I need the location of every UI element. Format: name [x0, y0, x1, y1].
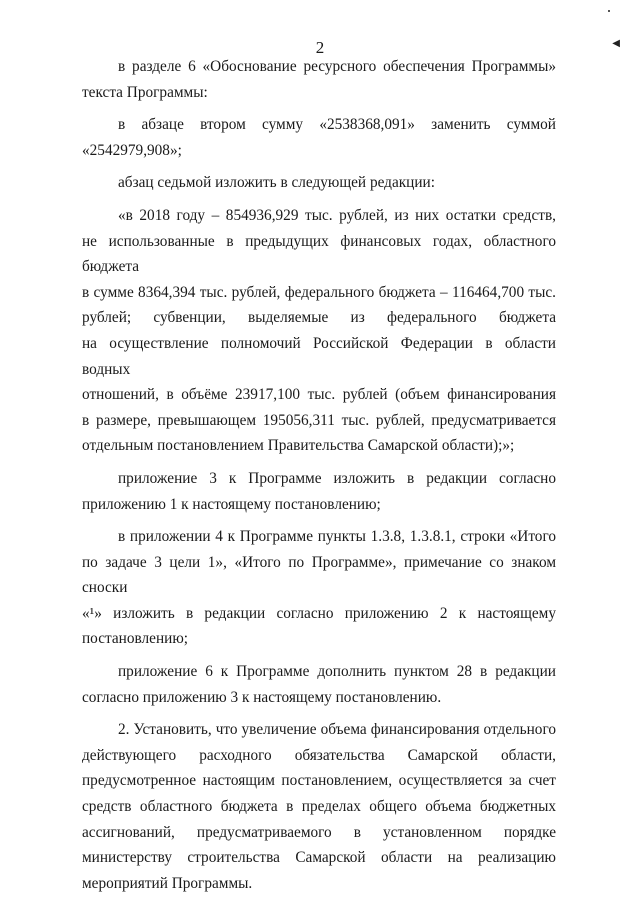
text-line: в приложении 4 к Программе пункты 1.3.8, 1.3.8.1, строки «Итого — [118, 528, 556, 546]
text-line: в разделе 6 «Обоснование ресурсного обеспечения Программы» — [118, 58, 556, 75]
text-line: в сумме 8364,394 тыс. рублей, федерального бюджета – 116464,700 тыс. — [82, 283, 556, 301]
text-line: 2. Установить, что увеличение объема финансирования отдельного — [118, 721, 556, 739]
text-line: «2542979,908»; — [82, 141, 182, 159]
text-line: приложению 1 к настоящему постановлению; — [82, 495, 381, 513]
text-line: по задаче 3 цели 1», «Итого по Программе», примечание со знаком сноски — [82, 553, 556, 597]
paragraph — [82, 112, 556, 163]
paragraph — [82, 170, 556, 196]
scan-mark: ◀ — [612, 38, 620, 49]
paragraph — [82, 54, 556, 105]
text-line: ассигнований, предусматриваемого в установленном порядке — [82, 823, 556, 841]
text-line: согласно приложению 3 к настоящему постановлению. — [82, 688, 442, 706]
paragraph — [82, 203, 556, 459]
paragraph — [82, 659, 556, 710]
text-line: на осуществление полномочий Российской Федерации в области водных — [82, 334, 556, 378]
text-line: предусмотренное настоящим постановлением, осуществляется за счет — [82, 772, 556, 790]
paragraph — [82, 466, 556, 517]
scan-speck — [608, 10, 610, 12]
text-line: абзац седьмой изложить в следующей редакции: — [118, 174, 435, 192]
text-line: рублей; субвенции, выделяемые из федерального бюджета — [82, 309, 556, 327]
text-line: в абзаце втором сумму «2538368,091» заменить суммой — [118, 116, 556, 134]
text-line: министерству строительства Самарской области на реализацию — [82, 849, 556, 867]
text-line: в размере, превышающем 195056,311 тыс. рублей, предусматривается — [82, 411, 556, 429]
text-line: постановлению; — [82, 630, 188, 648]
text-line: мероприятий Программы. — [82, 874, 253, 892]
text-line: приложение 6 к Программе дополнить пунктом 28 в редакции — [118, 663, 556, 681]
text-line: «в 2018 году – 854936,929 тыс. рублей, из них остатки средств, — [118, 206, 556, 224]
paragraph — [82, 524, 556, 652]
text-line: действующего расходного обязательства Самарской области, — [82, 746, 556, 764]
text-line: текста Программы: — [82, 83, 208, 101]
paragraph — [82, 717, 556, 896]
text-line: отношений, в объёме 23917,100 тыс. рублей (объем финансирования — [82, 386, 556, 404]
text-line: средств областного бюджета в пределах общего объема бюджетных — [82, 798, 556, 816]
document-body — [82, 54, 556, 896]
page-number: 2 — [315, 38, 325, 57]
text-line: отдельным постановлением Правительства Самарской области);»; — [82, 437, 515, 455]
text-line: приложение 3 к Программе изложить в редакции согласно — [118, 469, 556, 487]
text-line: не использованные в предыдущих финансовых годах, областного бюджета — [82, 232, 556, 276]
text-line: «¹» изложить в редакции согласно приложению 2 к настоящему — [82, 604, 556, 622]
